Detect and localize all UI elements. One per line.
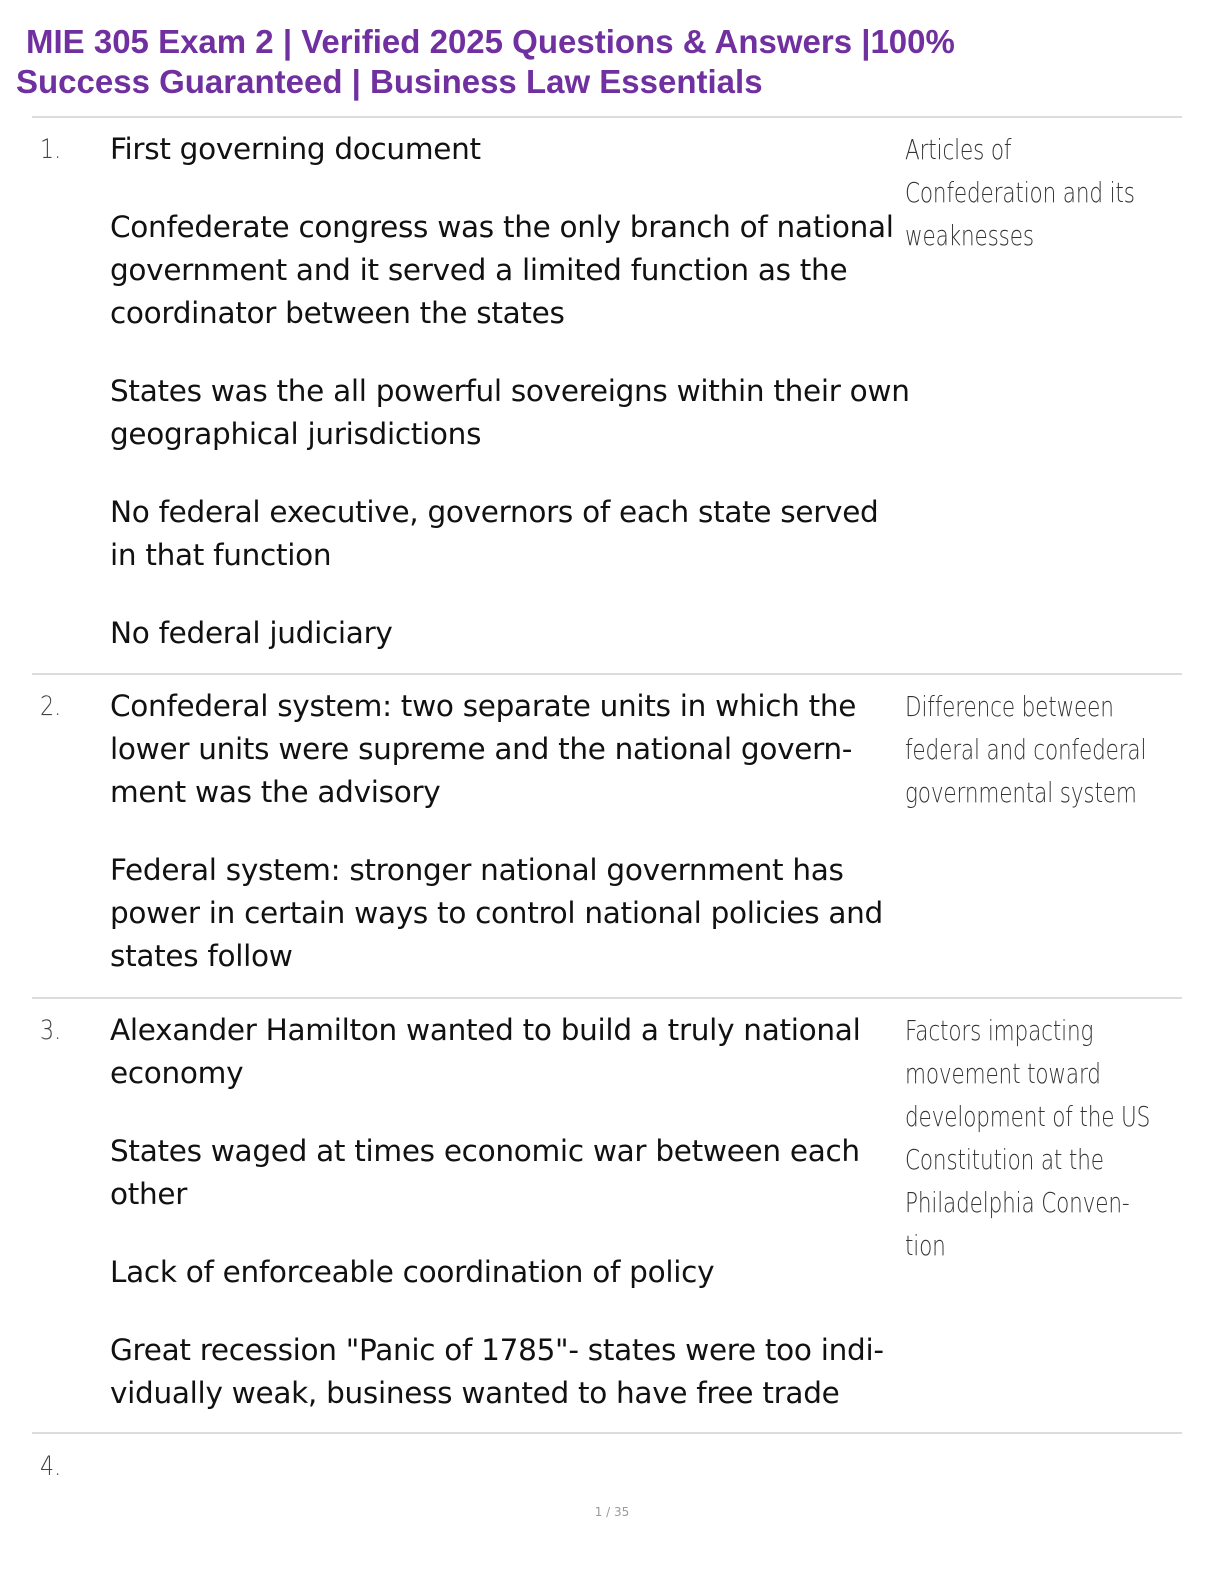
card-term: Articles of Confederation and its weaknesses [905, 133, 1135, 252]
answer-paragraph: Alexander Hamilton wanted to build a truly national economy [110, 1013, 861, 1090]
answer-paragraph: Confederate congress was the only branch of national government and it served a limited function as the coordinator between the states [110, 210, 894, 330]
divider [32, 673, 1182, 675]
answer-paragraph: States was the all powerful sovereigns within their own geographical jurisdictions [110, 374, 910, 451]
card-term: Factors impacting movement toward development of the US Constitution at the Philadelphia Convention [905, 1014, 1151, 1262]
document-title-line-2: Success Guaranteed | Business Law Essentials [16, 63, 763, 100]
answer-paragraph: Federal system: stronger national government has power in certain ways to control national policies and states follow [110, 853, 883, 973]
answer-paragraph: Lack of enforceable coordination of policy [110, 1255, 715, 1289]
page-indicator: 1 / 35 [594, 1505, 630, 1519]
divider [32, 997, 1182, 999]
card-answer [110, 128, 910, 690]
divider [32, 1432, 1182, 1434]
card-number: 3. [40, 1015, 62, 1046]
card-answer [110, 1009, 910, 1450]
card-answer [110, 685, 910, 1013]
document-title-line-1: MIE 305 Exam 2 | Verified 2025 Questions & Answers |100% [26, 23, 955, 60]
card-number: 1. [40, 134, 62, 165]
answer-paragraph: Confederal system: two separate units in which the lower units were supreme and the national government was the advisory [110, 689, 857, 809]
answer-paragraph: First governing document [110, 132, 481, 166]
answer-paragraph: Great recession "Panic of 1785"- states were too individually weak, business wanted to have free trade [110, 1333, 885, 1410]
card-number: 2. [40, 691, 62, 722]
answer-paragraph: States waged at times economic war between each other [110, 1134, 860, 1211]
divider [32, 116, 1182, 118]
answer-paragraph: No federal executive, governors of each state served in that function [110, 495, 879, 572]
card-term: Difference between federal and confederal governmental system [905, 690, 1147, 809]
answer-paragraph: No federal judiciary [110, 616, 393, 650]
document-title [16, 22, 1076, 102]
card-number: 4. [40, 1451, 62, 1482]
